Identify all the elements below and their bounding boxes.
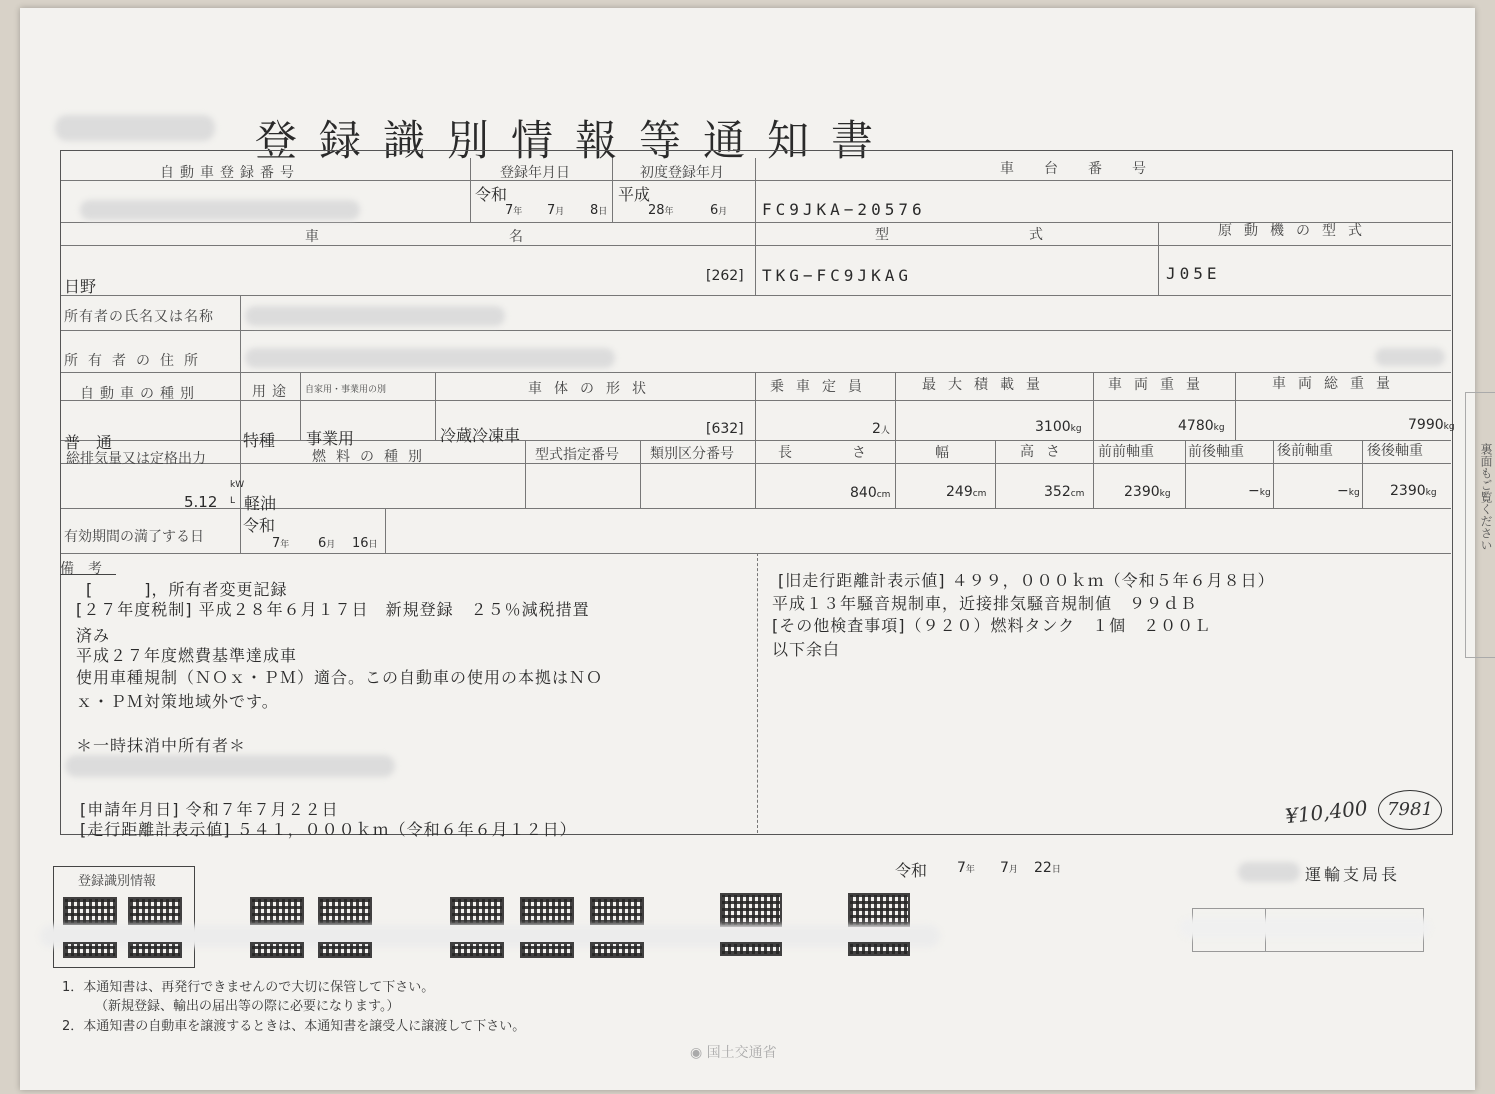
- col-line: [755, 372, 756, 508]
- model: TKG−FC9JKAG: [762, 266, 912, 285]
- reg-date-day: 8日: [590, 203, 608, 218]
- fuel: 軽油: [244, 494, 277, 513]
- header-ff-axle: 前前軸重: [1098, 444, 1154, 460]
- col-line: [240, 295, 241, 553]
- qr-code-icon: [848, 942, 910, 956]
- row-line: [61, 463, 1451, 464]
- handwritten-code: 7981: [1378, 790, 1442, 830]
- id-info-label: 登録識別情報: [78, 874, 157, 889]
- redacted-suspended-owner: [65, 755, 395, 777]
- vehicle-class: 普 通: [64, 433, 113, 452]
- body-code: [632]: [706, 421, 744, 437]
- col-line: [300, 372, 301, 440]
- header-rr-axle: 後後軸重: [1367, 443, 1423, 459]
- row-line: [61, 372, 1451, 373]
- redacted-owner-address-end: [1375, 348, 1445, 366]
- header-reg-number: 自動車登録番号: [160, 165, 300, 181]
- redacted-reg-number: [80, 200, 360, 220]
- reg-date-year: 7年: [505, 203, 523, 218]
- issue-month: 7月: [1000, 860, 1018, 876]
- header-model: 型式: [875, 227, 1183, 243]
- engine-model: J05E: [1166, 264, 1221, 283]
- row-line: [61, 553, 1451, 554]
- col-line: [1235, 372, 1236, 440]
- note-1: 1．本通知書は、再発行できませんので大切に保管して下さい。: [62, 980, 435, 995]
- handwritten-price: ¥10,400: [1283, 795, 1369, 829]
- header-vehicle-weight: 車両重量: [1108, 377, 1212, 393]
- issue-year: 7年: [957, 860, 975, 876]
- displacement-unit: kW: [230, 480, 245, 490]
- header-fr-axle: 前後軸重: [1188, 444, 1244, 460]
- body-shape: 冷蔵冷凍車: [440, 426, 521, 445]
- remark-right-line: [旧走行距離計表示値] ４９９，０００ｋｍ（令和５年６月８日）: [778, 571, 1275, 590]
- col-line: [1273, 440, 1274, 508]
- header-use: 用途: [252, 384, 292, 400]
- header-fuel: 燃料の種別: [312, 449, 432, 465]
- qr-code-icon: [250, 942, 304, 958]
- remark-left-line: [走行距離計表示値] ５４１，０００ｋｍ（令和６年６月１２日）: [80, 820, 577, 839]
- col-line: [1185, 440, 1186, 508]
- row-line: [61, 245, 1451, 246]
- ministry-watermark: ◉ 国土交通省: [690, 1045, 777, 1061]
- qr-code-icon: [520, 942, 574, 958]
- first-reg-year: 28年: [648, 203, 674, 218]
- chassis-number: FC9JKA−20576: [762, 200, 926, 219]
- note-2: 2．本通知書の自動車を譲渡するときは、本通知書を譲受人に譲渡して下さい。: [62, 1019, 526, 1034]
- reg-date-month: 7月: [547, 203, 565, 218]
- use: 特種: [243, 431, 276, 450]
- length: 840cm: [850, 485, 891, 501]
- redacted-area: [55, 115, 215, 141]
- header-max-load: 最大積載量: [922, 377, 1052, 393]
- header-rf-axle: 後前軸重: [1277, 443, 1333, 459]
- header-owner-address: 所有者の住所: [64, 353, 208, 369]
- col-line: [435, 372, 436, 440]
- header-gross-weight: 車両総重量: [1272, 376, 1402, 392]
- rf-axle: −kg: [1337, 483, 1360, 499]
- col-line: [1362, 440, 1363, 508]
- qr-code-icon: [250, 897, 304, 925]
- displacement-unit-l: L: [230, 496, 236, 506]
- col-line: [525, 440, 526, 508]
- qr-code-icon: [63, 897, 117, 925]
- remark-left-line: ＊一時抹消中所有者＊: [76, 736, 247, 755]
- remark-left-line: 済み: [76, 626, 111, 645]
- qr-code-icon: [720, 893, 782, 927]
- header-body-shape: 車体の形状: [528, 381, 658, 397]
- reg-date-era: 令和: [475, 185, 508, 204]
- header-private-business: 自家用・事業用の別: [305, 385, 387, 395]
- remark-left-line: [申請年月日] 令和７年７月２２日: [80, 800, 339, 819]
- redacted-owner-address: [245, 348, 615, 368]
- car-name: 日野: [64, 277, 97, 296]
- header-remarks: 備考: [60, 561, 116, 577]
- vehicle-weight: 4780kg: [1178, 418, 1225, 434]
- remark-left-line: ｘ・ＰＭ対策地域外です。: [76, 692, 279, 711]
- expiry-day: 16日: [352, 536, 378, 551]
- header-car-name: 車名: [305, 229, 713, 245]
- remark-left-line: [ ]，所有者変更記録: [86, 580, 288, 599]
- header-expiry: 有効期間の満了する日: [64, 529, 204, 545]
- header-capacity: 乗車定員: [770, 379, 874, 395]
- side-note: 裏面もご覧ください: [1465, 392, 1495, 658]
- row-line: [61, 330, 1451, 331]
- issue-era: 令和: [895, 861, 928, 880]
- qr-code-icon: [520, 897, 574, 925]
- qr-code-icon: [128, 897, 182, 925]
- col-line: [612, 158, 613, 222]
- expiry-era: 令和: [243, 516, 276, 535]
- document-title: 登録識別情報等通知書: [255, 116, 896, 165]
- header-chassis: 車台番号: [1000, 161, 1176, 177]
- expiry-year: 7年: [272, 536, 290, 551]
- first-reg-month: 6月: [710, 203, 728, 218]
- remark-right-line: [その他検査事項]（９２０）燃料タンク １個 ２００Ｌ: [772, 616, 1212, 635]
- height: 352cm: [1044, 484, 1085, 500]
- qr-code-icon: [590, 942, 644, 958]
- col-line: [1093, 372, 1094, 508]
- header-engine-model: 原動機の型式: [1218, 223, 1374, 239]
- header-category-number: 類別区分番号: [650, 446, 734, 462]
- qr-code-icon: [128, 942, 182, 958]
- header-displacement: 総排気量又は定格出力: [66, 451, 206, 467]
- col-line: [640, 440, 641, 508]
- redacted-owner-name: [245, 306, 505, 326]
- remark-left-line: 平成２７年度燃費基準達成車: [76, 646, 298, 665]
- ff-axle: 2390kg: [1124, 484, 1171, 500]
- rr-axle: 2390kg: [1390, 483, 1437, 499]
- qr-code-icon: [318, 897, 372, 925]
- header-vehicle-class: 自動車の種別: [80, 386, 200, 402]
- col-line: [895, 372, 896, 508]
- gross-weight: 7990kg: [1408, 417, 1455, 433]
- header-height: 高さ: [1020, 444, 1072, 460]
- fr-axle: −kg: [1248, 483, 1271, 499]
- ministry-emblem-icon: ◉: [690, 1045, 707, 1061]
- remark-left-line: 使用車種規制（ＮＯｘ・ＰＭ）適合。この自動車の使用の本拠はＮＯ: [76, 668, 604, 687]
- car-code: [262]: [706, 268, 744, 284]
- header-length: 長さ: [778, 445, 926, 461]
- issuer: 運輸支局長: [1305, 865, 1401, 884]
- qr-code-icon: [720, 942, 782, 956]
- remark-left-line: [２７年度税制] 平成２８年６月１７日 新規登録 ２５％減税措置: [76, 600, 590, 619]
- first-reg-era: 平成: [618, 185, 651, 204]
- col-line: [995, 440, 996, 508]
- displacement: 5.12: [184, 493, 218, 511]
- capacity: 2人: [872, 421, 890, 437]
- redacted-stamp: [1180, 918, 1430, 938]
- col-line: [470, 158, 471, 222]
- col-line: [385, 508, 386, 553]
- qr-code-icon: [450, 942, 504, 958]
- remark-right-line: 以下余白: [772, 640, 841, 659]
- col-line: [755, 158, 756, 295]
- issue-day: 22日: [1034, 860, 1061, 876]
- row-line: [61, 295, 1451, 296]
- qr-code-icon: [450, 897, 504, 925]
- remarks-divider: [757, 553, 758, 833]
- header-owner-name: 所有者の氏名又は名称: [64, 309, 214, 325]
- qr-code-icon: [318, 942, 372, 958]
- header-reg-date: 登録年月日: [500, 165, 570, 181]
- remark-right-line: 平成１３年騒音規制車，近接排気騒音規制値 ９９ｄＢ: [772, 594, 1198, 613]
- note-1b: （新規登録、輸出の届出等の際に必要になります。）: [95, 999, 400, 1014]
- header-width: 幅: [935, 445, 955, 461]
- width: 249cm: [946, 484, 987, 500]
- redacted-bureau: [1238, 862, 1300, 882]
- header-type-designation: 型式指定番号: [535, 447, 619, 463]
- header-first-reg: 初度登録年月: [640, 165, 724, 181]
- expiry-month: 6月: [318, 536, 336, 551]
- max-load: 3100kg: [1035, 419, 1082, 435]
- qr-code-icon: [590, 897, 644, 925]
- private-business: 事業用: [306, 429, 355, 448]
- qr-code-icon: [63, 942, 117, 958]
- qr-code-icon: [848, 893, 910, 927]
